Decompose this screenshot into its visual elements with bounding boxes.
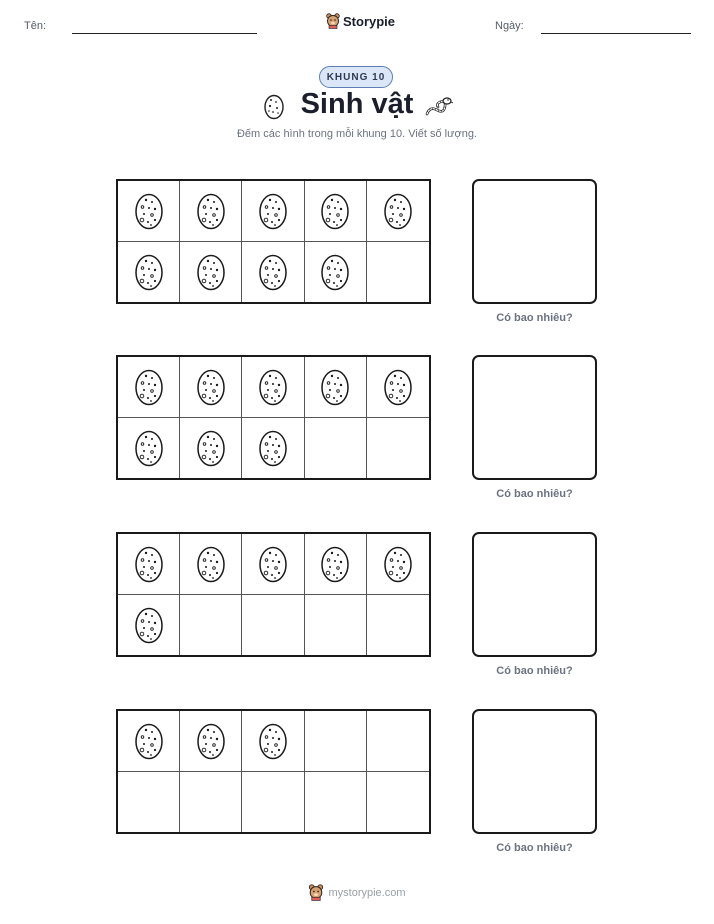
spotted-egg-icon: [134, 192, 164, 230]
answer-box[interactable]: [472, 532, 597, 657]
spotted-egg-icon: [134, 722, 164, 760]
ten-frame-cell: [367, 711, 429, 772]
ten-frame-cell: [242, 534, 304, 595]
ten-frame-cell: [242, 772, 304, 833]
spotted-egg-icon: [134, 545, 164, 583]
spotted-egg-icon: [196, 368, 226, 406]
ten-frame-cell: [367, 418, 429, 479]
ten-frame-cell: [305, 772, 367, 833]
spotted-egg-icon: [383, 192, 413, 230]
ten-frame-cell: [118, 357, 180, 418]
worksheet-type-badge: KHUNG 10: [319, 66, 393, 88]
spotted-egg-icon: [383, 545, 413, 583]
name-line[interactable]: [72, 33, 257, 34]
spotted-egg-icon: [320, 192, 350, 230]
ten-frame-cell: [180, 418, 242, 479]
ten-frame: [116, 179, 431, 304]
instructions: Đếm các hình trong mỗi khung 10. Viết số lượng.: [236, 128, 477, 140]
spotted-egg-icon: [134, 368, 164, 406]
ten-frame-cell: [305, 242, 367, 303]
ten-frame-cell: [118, 242, 180, 303]
spotted-egg-icon: [196, 429, 226, 467]
answer-box[interactable]: [472, 709, 597, 834]
storypie-bear-logo-icon: [326, 13, 340, 29]
spotted-egg-icon: [134, 253, 164, 291]
snake-icon: [424, 94, 454, 118]
ten-frame-cell: [118, 711, 180, 772]
ten-frame-cell: [180, 711, 242, 772]
spotted-egg-icon: [320, 545, 350, 583]
ten-frame: [116, 709, 431, 834]
spotted-egg-icon: [196, 722, 226, 760]
spotted-egg-icon: [134, 606, 164, 644]
ten-frame-cell: [180, 772, 242, 833]
spotted-egg-icon: [258, 192, 288, 230]
name-label: Tên:: [24, 20, 47, 32]
ten-frame-cell: [242, 711, 304, 772]
ten-frame-cell: [180, 595, 242, 656]
answer-box[interactable]: [472, 179, 597, 304]
ten-frame-cell: [305, 711, 367, 772]
ten-frame-cell: [180, 357, 242, 418]
ten-frame-cell: [305, 418, 367, 479]
answer-prompt: Có bao nhiêu?: [496, 312, 573, 324]
spotted-egg-icon: [383, 368, 413, 406]
answer-prompt: Có bao nhiêu?: [496, 488, 573, 500]
ten-frame-cell: [367, 595, 429, 656]
ten-frame-cell: [118, 181, 180, 242]
spotted-egg-icon: [196, 253, 226, 291]
spotted-egg-icon: [258, 545, 288, 583]
spotted-egg-icon: [320, 253, 350, 291]
answer-prompt: Có bao nhiêu?: [496, 665, 573, 677]
storypie-logo: [326, 13, 395, 29]
spotted-egg-icon: [258, 429, 288, 467]
page-title: Sinh vật: [300, 88, 414, 120]
ten-frame-cell: [367, 181, 429, 242]
answer-box[interactable]: [472, 355, 597, 480]
ten-frame-cell: [242, 418, 304, 479]
footer-url: mystorypie.com: [328, 886, 406, 899]
ten-frame-cell: [367, 772, 429, 833]
spotted-egg-icon: [196, 545, 226, 583]
ten-frame-cell: [180, 534, 242, 595]
spotted-egg-icon: [258, 722, 288, 760]
spotted-egg-icon: [258, 253, 288, 291]
brand-name: Storypie: [343, 13, 396, 29]
ten-frame-cell: [242, 357, 304, 418]
ten-frame-cell: [242, 181, 304, 242]
ten-frame-cell: [118, 534, 180, 595]
date-label: Ngày:: [495, 20, 524, 32]
spotted-egg-icon: [134, 429, 164, 467]
ten-frame-cell: [305, 595, 367, 656]
ten-frame-cell: [367, 534, 429, 595]
date-line[interactable]: [541, 33, 691, 34]
ten-frame-cell: [118, 772, 180, 833]
ten-frame-cell: [305, 357, 367, 418]
spotted-egg-icon: [196, 192, 226, 230]
ten-frame: [116, 355, 431, 480]
spotted-egg-icon: [258, 368, 288, 406]
ten-frame-cell: [242, 595, 304, 656]
spotted-egg-icon: [320, 368, 350, 406]
ten-frame-cell: [367, 242, 429, 303]
ten-frame-cell: [180, 242, 242, 303]
footer: [0, 884, 714, 901]
ten-frame-cell: [118, 418, 180, 479]
ten-frame-cell: [305, 181, 367, 242]
ten-frame-cell: [242, 242, 304, 303]
storypie-bear-logo-icon: [308, 884, 324, 901]
ten-frame-cell: [367, 357, 429, 418]
ten-frame-cell: [305, 534, 367, 595]
ten-frame-cell: [118, 595, 180, 656]
ten-frame-cell: [180, 181, 242, 242]
ten-frame: [116, 532, 431, 657]
answer-prompt: Có bao nhiêu?: [496, 842, 573, 854]
